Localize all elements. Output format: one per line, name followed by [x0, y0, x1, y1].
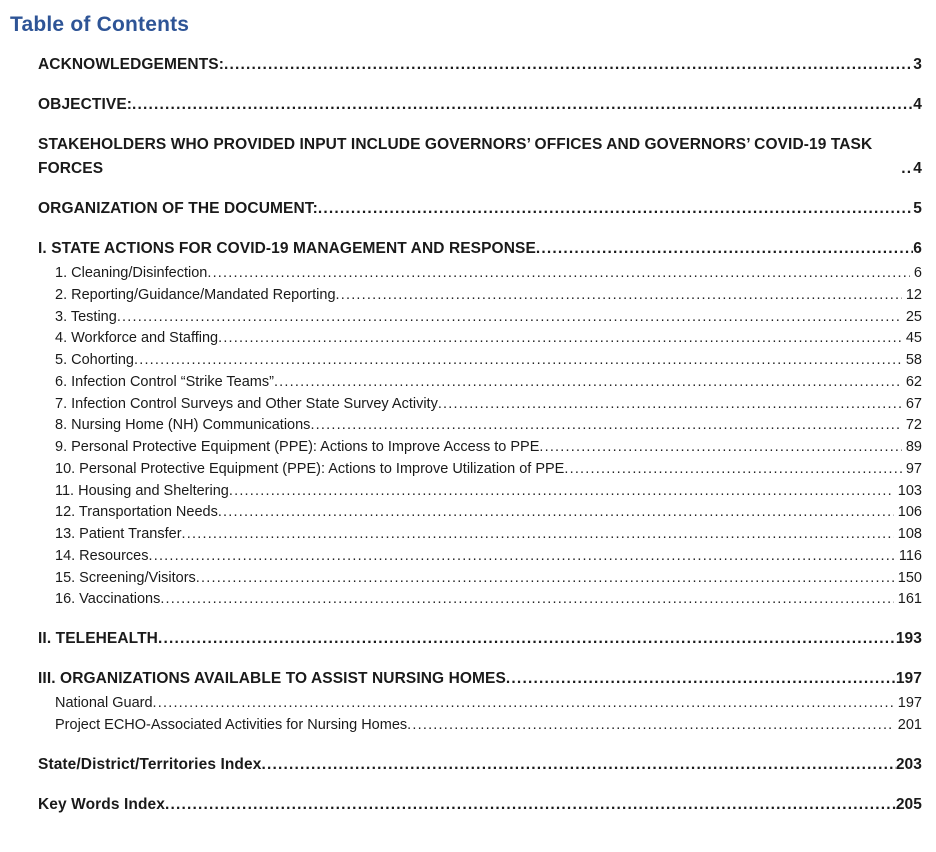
- toc-entry-label: 1. Cleaning/Disinfection: [55, 265, 208, 282]
- toc-entry-page: 205: [895, 795, 922, 813]
- toc-entry[interactable]: [55, 328, 922, 350]
- toc-entry-page: 197: [897, 695, 922, 712]
- toc-entry-page: 193: [895, 630, 922, 648]
- toc-entry-label: II. TELEHEALTH: [38, 630, 158, 648]
- toc-entry[interactable]: [38, 667, 922, 691]
- dot-leader: [182, 524, 894, 546]
- toc-entry[interactable]: [55, 481, 922, 503]
- toc-entry-label: 15. Screening/Visitors: [55, 569, 196, 586]
- toc-entry-label: 4. Workforce and Staffing: [55, 330, 219, 347]
- toc-entry-page: 5: [913, 200, 922, 218]
- toc-entry-page: 58: [905, 352, 922, 369]
- dot-leader: [158, 627, 896, 651]
- toc-entry-page: 25: [905, 308, 922, 325]
- dot-leader: [901, 157, 913, 181]
- toc-entry-label: 16. Vaccinations: [55, 591, 161, 608]
- toc-entry-label: 11. Housing and Sheltering: [55, 482, 229, 499]
- dot-leader: [117, 307, 902, 329]
- dot-leader: [196, 568, 894, 590]
- dot-leader: [134, 350, 902, 372]
- toc-entry[interactable]: [55, 546, 922, 568]
- toc-entry-label: 8. Nursing Home (NH) Communications: [55, 417, 311, 434]
- toc-entry-page: 67: [905, 395, 922, 412]
- toc-entry-page: 203: [895, 755, 922, 773]
- toc-entry-page: 12: [905, 286, 922, 303]
- toc-entry-label: ORGANIZATION OF THE DOCUMENT:: [38, 200, 318, 218]
- toc-entry-page: 161: [897, 591, 922, 608]
- toc-entry[interactable]: [55, 589, 922, 611]
- toc-entry-label: 2. Reporting/Guidance/Mandated Reporting: [55, 286, 336, 303]
- toc-entry-page: 97: [905, 460, 922, 477]
- toc-entry-label: State/District/Territories Index: [38, 755, 262, 773]
- toc-entry-label: 9. Personal Protective Equipment (PPE): Actions to Improve Access to PPE: [55, 439, 540, 456]
- toc-entry[interactable]: [55, 459, 922, 481]
- toc-entry-label: ACKNOWLEDGEMENTS:: [38, 56, 224, 73]
- dot-leader: [261, 753, 895, 777]
- toc-entry-page: 103: [897, 482, 922, 499]
- toc-entry-page: 72: [905, 417, 922, 434]
- toc-entry-label: Key Words Index: [38, 795, 165, 813]
- toc-entry-label: 7. Infection Control Surveys and Other State Survey Activity: [55, 395, 438, 412]
- toc-entry-page: 197: [895, 670, 922, 688]
- dot-leader: [407, 715, 894, 737]
- toc-entry-label: Project ECHO-Associated Activities for Nursing Homes: [55, 716, 408, 733]
- toc-entry[interactable]: [55, 372, 922, 394]
- toc-entry[interactable]: [38, 197, 922, 221]
- toc-entry-page: 106: [897, 504, 922, 521]
- dot-leader: [160, 589, 893, 611]
- dot-leader: [153, 693, 894, 715]
- toc-entry-page: 62: [905, 373, 922, 390]
- toc-entry-label: National Guard: [55, 695, 153, 712]
- toc-entry-label: III. ORGANIZATIONS AVAILABLE TO ASSIST NURSING HOMES: [38, 670, 506, 688]
- dot-leader: [218, 328, 902, 350]
- toc-entry[interactable]: [38, 237, 922, 261]
- toc-entry-page: 4: [913, 160, 922, 178]
- toc-entry-label: 6. Infection Control “Strike Teams”: [55, 373, 274, 390]
- table-of-contents: [38, 53, 922, 817]
- toc-entry[interactable]: [38, 753, 922, 777]
- toc-entry-label: 3. Testing: [55, 308, 117, 325]
- page-title: Table of Contents: [10, 13, 190, 36]
- toc-entry[interactable]: [55, 437, 922, 459]
- toc-entry[interactable]: [55, 693, 922, 715]
- dot-leader: [149, 546, 895, 568]
- dot-leader: [224, 53, 913, 77]
- toc-entry[interactable]: [55, 394, 922, 416]
- toc-entry[interactable]: [38, 53, 922, 77]
- toc-entry[interactable]: [55, 415, 922, 437]
- toc-entry-label: 14. Resources: [55, 547, 149, 564]
- toc-entry[interactable]: [55, 350, 922, 372]
- toc-entry[interactable]: [38, 133, 922, 181]
- toc-entry[interactable]: [55, 715, 922, 737]
- dot-leader: [218, 502, 894, 524]
- dot-leader: [310, 415, 901, 437]
- toc-entry-page: 4: [913, 96, 922, 114]
- toc-entry-label: 10. Personal Protective Equipment (PPE): Actions to Improve Utilization of PPE: [55, 460, 565, 477]
- dot-leader: [274, 372, 902, 394]
- toc-entry-page: 116: [898, 547, 922, 564]
- toc-entry-page: 6: [913, 265, 922, 282]
- dot-leader: [207, 263, 910, 285]
- dot-leader: [506, 667, 896, 691]
- dot-leader: [336, 285, 902, 307]
- toc-entry-label: 5. Cohorting: [55, 352, 134, 369]
- toc-entry[interactable]: [38, 627, 922, 651]
- toc-entry-label: STAKEHOLDERS WHO PROVIDED INPUT INCLUDE GOVERNORS’ OFFICES AND GOVERNORS’ COVID-19 TASK FORCES: [38, 136, 873, 178]
- toc-entry-page: 150: [897, 569, 922, 586]
- toc-entry-page: 45: [905, 330, 922, 347]
- toc-entry-page: 6: [913, 240, 922, 258]
- toc-entry[interactable]: [55, 502, 922, 524]
- dot-leader: [165, 793, 896, 817]
- toc-entry[interactable]: [55, 263, 922, 285]
- dot-leader: [539, 437, 901, 459]
- dot-leader: [438, 394, 902, 416]
- toc-entry[interactable]: [55, 307, 922, 329]
- dot-leader: [564, 459, 902, 481]
- toc-entry-page: 89: [905, 439, 922, 456]
- toc-entry[interactable]: [38, 93, 922, 117]
- toc-entry-label: 13. Patient Transfer: [55, 526, 182, 543]
- toc-entry-page: 201: [897, 716, 922, 733]
- toc-entry-page: 108: [897, 526, 922, 543]
- toc-entry-label: OBJECTIVE:: [38, 96, 133, 114]
- dot-leader: [536, 237, 913, 261]
- toc-entry-page: 3: [913, 56, 922, 73]
- toc-entry-label: 12. Transportation Needs: [55, 504, 218, 521]
- dot-leader: [318, 197, 913, 221]
- toc-entry[interactable]: [38, 793, 922, 817]
- toc-entry[interactable]: [55, 524, 922, 546]
- toc-entry[interactable]: [55, 285, 922, 307]
- dot-leader: [132, 93, 913, 117]
- dot-leader: [229, 481, 894, 503]
- toc-entry[interactable]: [55, 568, 922, 590]
- toc-entry-label: I. STATE ACTIONS FOR COVID-19 MANAGEMENT AND RESPONSE: [38, 240, 536, 258]
